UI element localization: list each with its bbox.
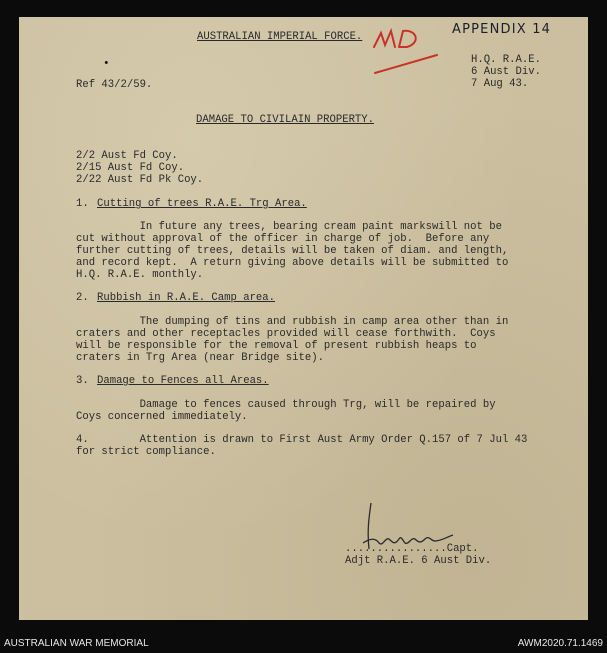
section-1-line-5: H.Q. R.A.E. monthly. (76, 269, 204, 281)
section-2-line-4: craters in Trg Area (near Bridge site). (76, 352, 324, 364)
footer-source: AUSTRALIAN WAR MEMORIAL (4, 638, 149, 649)
address-line-1: H.Q. R.A.E. (471, 54, 541, 66)
section-2-heading: Rubbish in R.A.E. Camp area. (97, 292, 276, 304)
signature-line: ................Capt. (345, 543, 479, 555)
section-1-line-4: and record kept. A return giving above details will be submitted to (76, 257, 509, 269)
address-line-2: 6 Aust Div. (471, 66, 541, 78)
address-date: 7 Aug 43. (471, 78, 529, 90)
section-2-line-2: craters and other receptacles provided will cease forthwith. Coys (76, 328, 496, 340)
section-1-line-3: further cutting of trees, details will be taken of diam. and length, (76, 245, 509, 257)
section-1-line-2: cut without approval of the officer in charge of job. Before any (76, 233, 490, 245)
recipient-1: 2/2 Aust Fd Coy. (76, 150, 178, 162)
recipient-3: 2/22 Aust Fd Pk Coy. (76, 174, 204, 186)
section-1-heading: Cutting of trees R.A.E. Trg Area. (97, 198, 307, 210)
section-2-number: 2. (76, 292, 89, 304)
section-1-line-1: In future any trees, bearing cream paint markswill not be (76, 221, 502, 233)
letterhead: AUSTRALIAN IMPERIAL FORCE. (197, 31, 363, 43)
punch-hole-mark: • (103, 58, 110, 70)
paragraph-4-line-2: for strict compliance. (76, 446, 216, 458)
red-pencil-mark (369, 25, 439, 75)
section-3-heading: Damage to Fences all Areas. (97, 375, 269, 387)
appendix-label: APPENDIX 14 (452, 22, 552, 37)
reference-number: Ref 43/2/59. (76, 79, 153, 91)
paragraph-4-line-1: 4. Attention is drawn to First Aust Army Order Q.157 of 7 Jul 43 (76, 434, 528, 446)
footer-accession-number: AWM2020.71.1469 (517, 638, 603, 649)
section-3-number: 3. (76, 375, 89, 387)
section-3-line-2: Coys concerned immediately. (76, 411, 248, 423)
section-1-number: 1. (76, 198, 89, 210)
section-2-line-1: The dumping of tins and rubbish in camp area other than in (76, 316, 509, 328)
document-title: DAMAGE TO CIVILAIN PROPERTY. (196, 114, 375, 126)
recipient-2: 2/15 Aust Fd Coy. (76, 162, 185, 174)
signatory-title: Adjt R.A.E. 6 Aust Div. (345, 555, 492, 567)
section-2-line-3: will be responsible for the removal of present rubbish heaps to (76, 340, 477, 352)
section-3-line-1: Damage to fences caused through Trg, will be repaired by (76, 399, 496, 411)
document-page (19, 17, 588, 620)
